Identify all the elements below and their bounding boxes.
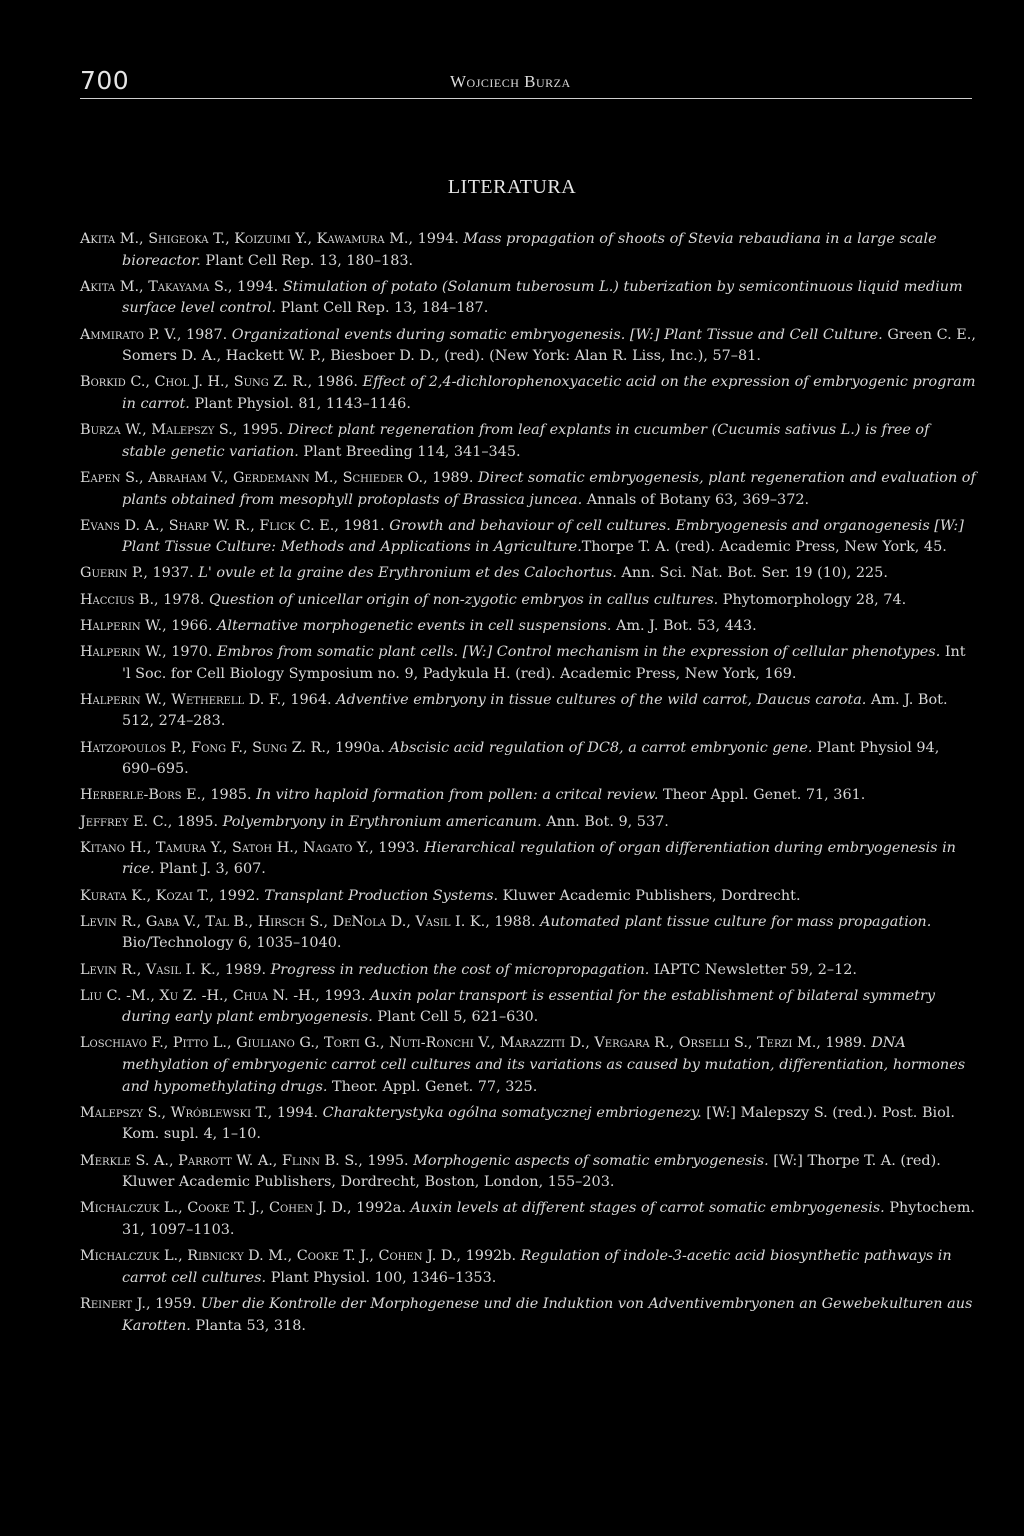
reference-entry — [80, 372, 976, 415]
reference-title: Transplant Production Systems. — [264, 887, 499, 904]
reference-title: Polyembryony in Erythronium americanum. — [222, 813, 542, 830]
reference-authors: Herberle-Bors E. — [80, 787, 202, 804]
reference-year: , 1970. — [162, 644, 218, 661]
reference-title: Stimulation of potato (Solanum tuberosum L.) tuberization by semicontinuous liquid medium surface level control. — [122, 278, 963, 317]
reference-entry — [80, 785, 976, 807]
reference-list — [80, 229, 976, 1342]
reference-authors: Jeffrey E. C. — [80, 813, 168, 830]
reference-entry — [80, 960, 976, 982]
reference-authors: Reinert J. — [80, 1295, 146, 1312]
reference-title: In vitro haploid formation from pollen: a critcal review. — [256, 787, 659, 804]
reference-entry — [80, 738, 976, 781]
reference-year: , 1994. — [267, 1104, 323, 1121]
reference-authors: Kurata K., Kozai T. — [80, 887, 210, 904]
reference-source: Bio/Technology 6, 1035–1040. — [122, 935, 342, 952]
reference-authors: Haccius B. — [80, 591, 155, 608]
reference-authors: Borkid C., Chol J. H., Sung Z. R. — [80, 374, 308, 391]
reference-authors: Loschiavo F., Pitto L., Giuliano G., Torti G., Nuti-Ronchi V., Marazziti D., Vergara R., Orselli S., Terzi M. — [80, 1035, 817, 1052]
reference-source: [W:] Thorpe T. A. (red). Kluwer Academic Publishers, Dordrecht, Boston, London, 155–203. — [122, 1152, 941, 1191]
reference-title: Alternative morphogenetic events in cell suspensions. — [217, 617, 612, 634]
reference-year: , 1993. — [315, 987, 371, 1004]
reference-year: , 1992b. — [456, 1248, 521, 1265]
reference-source: Phytochem. 31, 1097–1103. — [122, 1200, 975, 1238]
reference-year: , 1895. — [167, 813, 223, 830]
reference-source: Plant Cell Rep. 13, 184–187. — [276, 300, 489, 317]
reference-year: , 1995. — [232, 422, 288, 439]
reference-title: Mass propagation of shoots of Stevia rebaudiana in a large scale bioreactor. — [122, 231, 937, 269]
reference-source: Ann. Sci. Nat. Bot. Ser. 19 (10), 225. — [616, 565, 888, 582]
reference-year: , 1994. — [408, 231, 464, 247]
reference-source: Plant Physiol. 81, 1143–1146. — [189, 395, 411, 412]
reference-year: , 1990a. — [326, 739, 390, 756]
reference-authors: Halperin W., Wetherell D. F. — [80, 691, 282, 708]
reference-entry — [80, 516, 976, 559]
reference-entry — [80, 563, 976, 585]
reference-source: Planta 53, 318. — [190, 1317, 306, 1334]
reference-year: , 1989. — [215, 961, 271, 978]
reference-title: Growth and behaviour of cell cultures. Embryogenesis and organogenesis [W:] Plant Tissue Culture: Methods and Applications in Agriculture. — [122, 517, 964, 556]
reference-source: Int 'l Soc. for Cell Biology Symposium no. 9, Padykula H. (red). Academic Press, New York, 169. — [122, 644, 966, 682]
reference-title: Effect of 2,4-dichlorophenoxyacetic acid on the expression of embryogenic program in carrot. — [122, 374, 976, 412]
reference-year: , 1989. — [816, 1035, 872, 1052]
section-title: LITERATURA — [447, 176, 577, 198]
running-head-author: Wojciech Burza — [450, 72, 571, 91]
reference-title: Regulation of indole-3-acetic acid biosynthetic pathways in carrot cell cultures. — [122, 1248, 952, 1286]
reference-entry — [80, 1103, 976, 1146]
reference-title: Morphogenic aspects of somatic embryogenesis. — [413, 1152, 769, 1169]
reference-entry — [80, 325, 976, 368]
reference-source: Phytomorphology 28, 74. — [718, 591, 907, 608]
reference-year: , 1937. — [143, 565, 199, 582]
reference-source: Plant Cell Rep. 13, 180–183. — [200, 252, 414, 269]
reference-title: Auxin polar transport is essential for the establishment of bilateral symmetry during early plant embryogenesis. — [122, 987, 935, 1026]
reference-title: Auxin levels at different stages of carrot somatic embryogenesis. — [410, 1200, 885, 1217]
reference-entry — [80, 277, 976, 320]
reference-title: Direct plant regeneration from leaf explants in cucumber (Cucumis sativus L.) is free of stable genetic variation. — [122, 422, 930, 460]
reference-entry — [80, 1294, 976, 1337]
reference-title: Abscisic acid regulation of DC8, a carrot embryonic gene. — [389, 739, 813, 756]
reference-title: Adventive embryony in tissue cultures of the wild carrot, Daucus carota. — [336, 691, 867, 708]
page-number: 700 — [80, 66, 130, 95]
reference-authors: Hatzopoulos P., Fong F., Sung Z. R. — [80, 739, 327, 756]
reference-source: Am. J. Bot. 512, 274–283. — [122, 691, 948, 730]
reference-year: , 1959. — [145, 1295, 201, 1312]
reference-title: Uber die Kontrolle der Morphogenese und die Induktion von Adventivembryonen an Gewebekulturen aus Karotten. — [122, 1295, 973, 1334]
reference-entry — [80, 886, 976, 908]
reference-authors: Michalczuk L., Ribnicky D. M., Cooke T. J., Cohen J. D. — [80, 1248, 457, 1265]
reference-authors: Halperin W. — [80, 617, 163, 634]
reference-entry — [80, 912, 976, 955]
reference-source: Thorpe T. A. (red). Academic Press, New York, 45. — [581, 539, 947, 556]
reference-title: Embros from somatic plant cells. [W:] Control mechanism in the expression of cellular phenotypes. — [217, 644, 941, 661]
reference-title: Organizational events during somatic embryogenesis. [W:] Plant Tissue and Cell Culture. — [231, 326, 883, 343]
reference-authors: Levin R., Gaba V., Tal B., Hirsch S., DeNola D., Vasil I. K. — [80, 913, 486, 930]
reference-source: Am. J. Bot. 53, 443. — [611, 617, 757, 634]
reference-source: Plant Physiol 94, 690–695. — [122, 739, 940, 778]
reference-authors: Akita M., Shigeoka T., Koizuimi Y., Kawamura M. — [80, 231, 409, 247]
reference-year: , 1987. — [176, 326, 232, 343]
reference-authors: Kitano H., Tamura Y., Satoh H., Nagato Y. — [80, 839, 370, 856]
reference-authors: Malepszy S., Wróblewski T. — [80, 1104, 268, 1121]
reference-title: Question of unicellar origin of non-zygotic embryos in callus cultures. — [208, 591, 719, 608]
reference-source: Theor. Appl. Genet. 77, 325. — [327, 1078, 538, 1095]
reference-source: Green C. E., Somers D. A., Hackett W. P., Biesboer D. D., (red). (New York: Alan R. Liss, Inc.), 57–81. — [122, 326, 976, 365]
reference-authors: Guerin P. — [80, 565, 144, 582]
reference-source: Ann. Bot. 9, 537. — [541, 813, 669, 830]
reference-entry — [80, 986, 976, 1029]
reference-entry — [80, 229, 976, 272]
reference-year: , 1966. — [162, 617, 218, 634]
reference-year: , 1989. — [423, 469, 478, 486]
reference-entry — [80, 420, 976, 463]
reference-source: Plant Physiol. 100, 1346–1353. — [266, 1269, 497, 1286]
reference-year: , 1992. — [209, 887, 265, 904]
reference-entry — [80, 1033, 976, 1098]
reference-entry — [80, 642, 976, 685]
reference-year: , 1994. — [227, 278, 283, 295]
reference-source: IAPTC Newsletter 59, 2–12. — [649, 961, 858, 978]
reference-entry — [80, 812, 976, 834]
reference-source: Kluwer Academic Publishers, Dordrecht. — [498, 887, 801, 904]
reference-year: , 1981. — [334, 517, 390, 534]
reference-source: Annals of Botany 63, 369–372. — [582, 491, 810, 508]
reference-year: , 1964. — [281, 691, 337, 708]
reference-title: DNA methylation of embryogenic carrot cell cultures and its variations as caused by mutation, differentiation, hormones and hypomethylating drugs. — [122, 1035, 966, 1095]
reference-source: [W:] Malepszy S. (red.). Post. Biol. Kom. supl. 4, 1–10. — [122, 1104, 955, 1143]
reference-year: , 1988. — [485, 913, 541, 930]
reference-source: Plant J. 3, 607. — [154, 861, 266, 878]
reference-authors: Merkle S. A., Parrott W. A., Flinn B. S. — [80, 1152, 359, 1169]
reference-year: , 1993. — [369, 839, 425, 856]
reference-entry — [80, 1246, 976, 1289]
reference-title: Automated plant tissue culture for mass propagation. — [540, 913, 932, 930]
reference-year: , 1995. — [358, 1152, 414, 1169]
reference-source: Plant Cell 5, 621–630. — [372, 1009, 539, 1026]
reference-authors: Michalczuk L., Cooke T. J., Cohen J. D. — [80, 1200, 347, 1217]
reference-title: L' ovule et la graine des Erythronium et des Calochortus. — [198, 565, 617, 582]
reference-title: Hierarchical regulation of organ differentiation during embryogenesis in rice. — [122, 839, 956, 878]
reference-authors: Akita M., Takayama S. — [80, 278, 228, 295]
reference-title: Progress in reduction the cost of micropropagation. — [270, 961, 650, 978]
reference-title: Charakterystyka ogólna somatycznej embriogenezy. — [322, 1104, 702, 1121]
reference-title: Direct somatic embryogenesis, plant regeneration and evaluation of plants obtained from mesophyll protoplasts of Brassica juncea. — [122, 469, 976, 508]
reference-year: , 1985. — [201, 787, 257, 804]
reference-year: , 1978. — [154, 591, 209, 608]
reference-authors: Evans D. A., Sharp W. R., Flick C. E. — [80, 517, 335, 534]
reference-authors: Levin R., Vasil I. K. — [80, 961, 216, 978]
reference-authors: Halperin W. — [80, 644, 163, 661]
reference-entry — [80, 838, 976, 881]
running-header — [80, 66, 972, 99]
reference-entry — [80, 1198, 976, 1241]
reference-year: , 1992a. — [346, 1200, 411, 1217]
reference-entry — [80, 590, 976, 612]
reference-entry — [80, 690, 976, 733]
reference-authors: Burza W., Malepszy S. — [80, 422, 233, 439]
reference-authors: Ammirato P. V. — [80, 326, 177, 343]
reference-entry — [80, 616, 976, 638]
reference-entry — [80, 1151, 976, 1194]
reference-source: Plant Breeding 114, 341–345. — [298, 443, 521, 460]
reference-entry — [80, 468, 976, 511]
reference-year: , 1986. — [307, 374, 363, 391]
reference-authors: Liu C. -M., Xu Z. -H., Chua N. -H. — [80, 987, 316, 1004]
reference-authors: Eapen S., Abraham V., Gerdemann M., Schieder O. — [80, 469, 424, 486]
reference-source: Theor Appl. Genet. 71, 361. — [658, 787, 866, 804]
